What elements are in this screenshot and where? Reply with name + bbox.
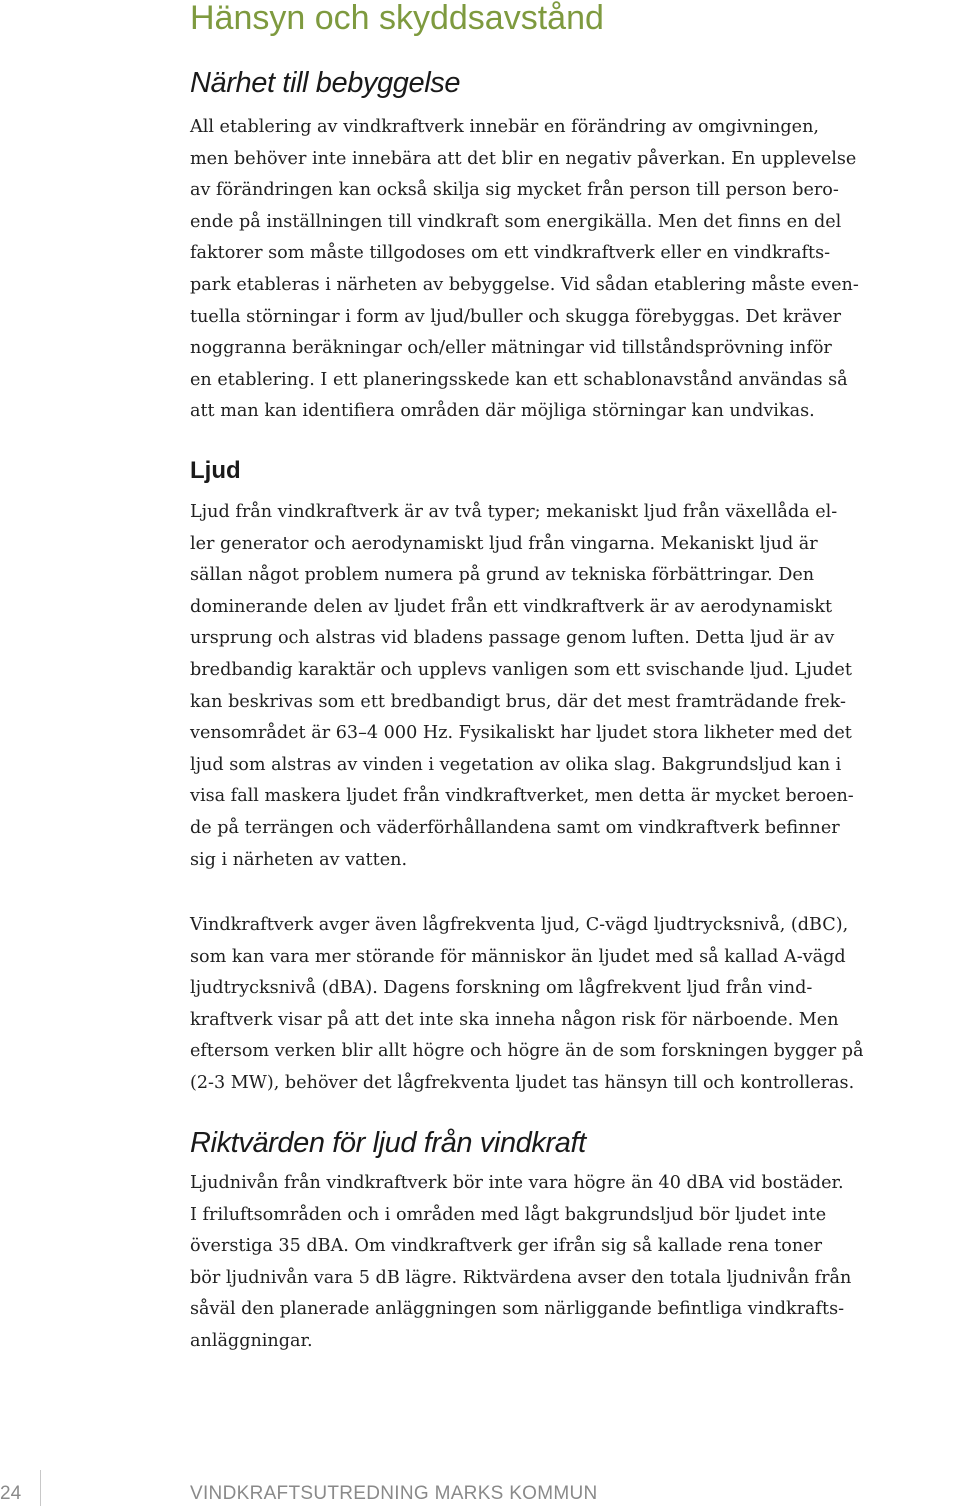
text-line: sällan något problem numera på grund av tekniska förbättringar. Den [190,565,815,586]
text-line: ler generator och aerodynamiskt ljud från vingarna. Mekaniskt ljud är [190,533,818,554]
section-title-narhet: Närhet till bebyggelse [190,67,461,99]
text-line: en etablering. I ett planeringsskede kan ett schablonavstånd användas så [190,369,848,390]
text-line: eftersom verken blir allt högre och högre än de som forskningen bygger på [190,1041,864,1062]
text-line: park etableras i närheten av bebyggelse. Vid sådan etablering måste even- [190,274,859,295]
text-line: vensområdet är 63–4 000 Hz. Fysikaliskt har ljudet stora likheter med det [190,723,852,744]
footer-title: VINDKRAFTSUTREDNING MARKS KOMMUN [190,1483,598,1504]
text-line: att man kan identifiera områden där möjliga störningar kan undvikas. [190,401,815,422]
text-line: faktorer som måste tillgodoses om ett vindkraftverk eller en vindkrafts- [190,243,831,264]
section-title-riktvarden: Riktvärden för ljud från vindkraft [190,1127,586,1159]
text-line: dominerande delen av ljudet från ett vindkraftverk är av aerodynamiskt [190,596,833,617]
text-line: ursprung och alstras vid bladens passage genom luften. Detta ljud är av [190,628,835,649]
text-line: sig i närheten av vatten. [190,849,408,870]
text-line: av förändringen kan också skilja sig mycket från person till person bero- [190,180,839,201]
text-line: noggranna beräkningar och/eller mätningar vid tillståndsprövning inför [190,338,832,359]
text-line: bör ljudnivån vara 5 dB lägre. Riktvärdena avser den totala ljudnivån från [190,1267,852,1288]
text-line: kan beskrivas som ett bredbandigt brus, där det mest framträdande frek- [190,691,846,712]
text-line: som kan vara mer störande för människor än ljudet med så kallad A-vägd [190,946,846,967]
footer-divider [40,1470,41,1506]
paragraph-ljud-1 [190,497,854,876]
text-line: Ljud från vindkraftverk är av två typer; mekaniskt ljud från växellåda el- [190,502,838,522]
text-line: men behöver inte innebära att det blir en negativ påverkan. En upplevelse [190,148,857,169]
text-line: ende på inställningen till vindkraft som energikälla. Men det finns en del [190,211,842,232]
text-line: (2-3 MW), behöver det lågfrekventa ljudet tas hänsyn till och kontrolleras. [190,1072,855,1093]
paragraph-narhet [190,112,859,428]
page-number: 24 [0,1483,22,1504]
text-line: ljudtrycksnivå (dBA). Dagens forskning om lågfrekvent ljud från vind- [190,978,813,999]
text-line: anläggningar. [190,1330,313,1351]
text-line: såväl den planerade anläggningen som närliggande befintliga vindkrafts- [190,1299,845,1320]
text-line: Ljudnivån från vindkraftverk bör inte vara högre än 40 dBA vid bostäder. [190,1173,844,1193]
text-line: överstiga 35 dBA. Om vindkraftverk ger ifrån sig så kallade rena toner [190,1236,822,1257]
text-line: tuella störningar i form av ljud/buller och skugga förebyggas. Det kräver [190,306,842,327]
paragraph-riktvarden [190,1168,851,1358]
text-line: bredbandig karaktär och upplevs vanligen som ett svischande ljud. Ljudet [190,659,852,680]
text-line: ljud som alstras av vinden i vegetation av olika slag. Bakgrundsljud kan i [190,754,842,775]
text-line: I friluftsområden och i områden med lågt bakgrundsljud bör ljudet inte [190,1204,827,1225]
text-line: All etablering av vindkraftverk innebär en förändring av omgivningen, [190,117,820,137]
text-line: Vindkraftverk avger även lågfrekventa ljud, C-vägd ljudtrycksnivå, (dBC), [190,915,849,935]
text-line: kraftverk visar på att det inte ska inneha någon risk för närboende. Men [190,1009,839,1030]
paragraph-ljud-2 [190,910,864,1100]
section-title-ljud: Ljud [190,457,241,484]
text-line: visa fall maskera ljudet från vindkraftverket, men detta är mycket beroen- [190,786,854,807]
page-heading: Hänsyn och skyddsavstånd [190,0,604,37]
text-line: de på terrängen och väderförhållandena samt om vindkraftverk befinner [190,817,840,838]
